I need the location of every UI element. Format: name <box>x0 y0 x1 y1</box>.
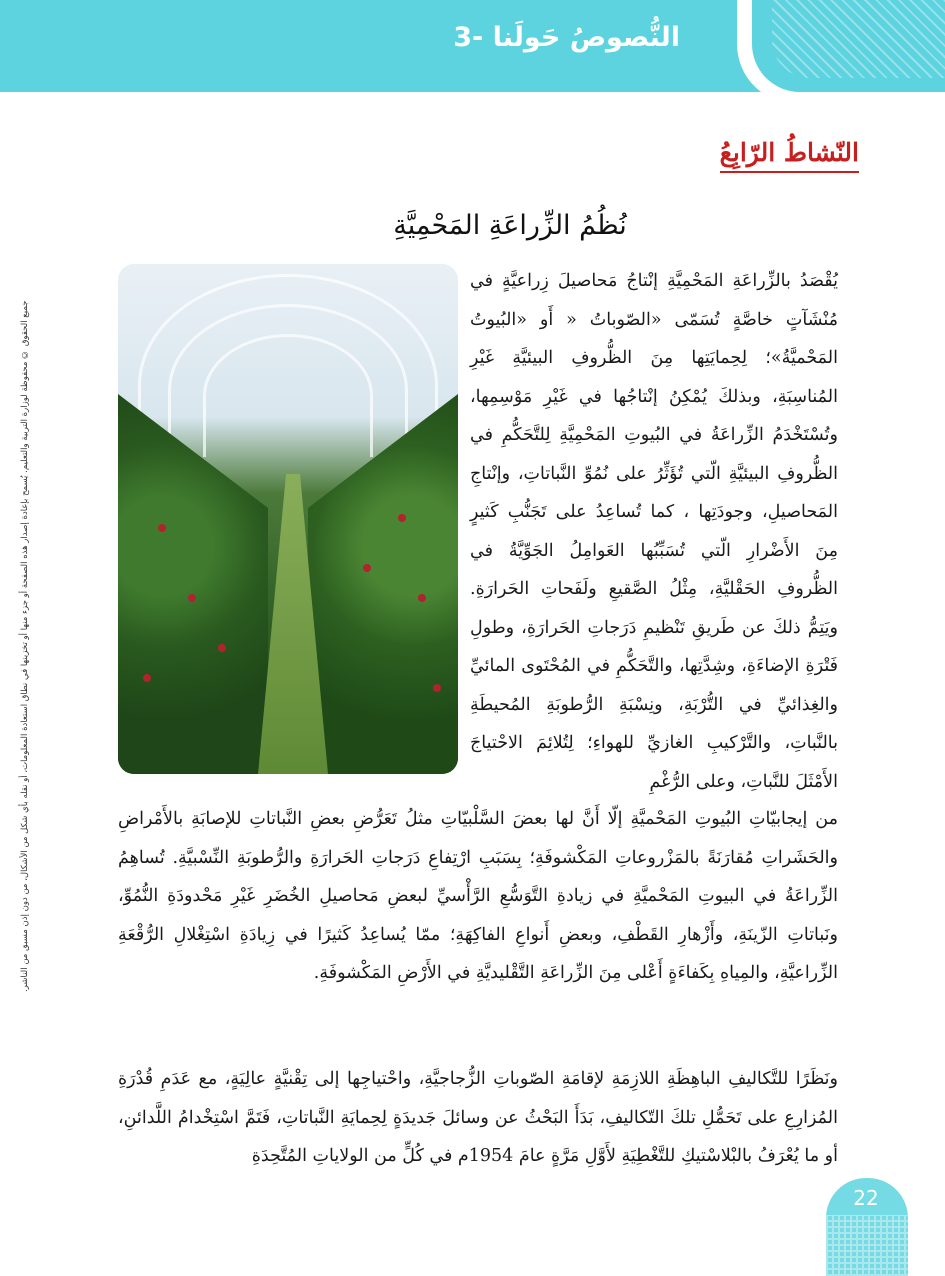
page-number: 22 <box>853 1186 879 1210</box>
copyright-note: جميع الحقوق © محفوظة لوزارة التربية والتعليم. يُسمح بإعادة إصدار هذه الصفحة أو جزء منها أو تخزينها في نطاق استعادة المعلومات، أو نقله بأي شكل من الأشكال، من دون إذن مسبق من الناشر. <box>20 300 30 992</box>
berry <box>363 564 371 572</box>
unit-title: النُّصوصُ حَولَنا -3 <box>453 22 680 53</box>
berry <box>188 594 196 602</box>
tunnel-rib <box>203 334 373 457</box>
berry <box>143 674 151 682</box>
berry <box>398 514 406 522</box>
berry <box>418 594 426 602</box>
history-paragraph: ونَظَرًا للتَّكاليفِ الباهِظَةِ اللازِمَةِ لإقامَةِ الصّوباتِ الزُّجاجيَّةِ، واحْتياجِها إلى تِقْنيَّةٍ عالِيَةٍ، مع عَدَمِ قُدْرَةِ المُزارِعِ على تَحَمُّلِ تلكَ التّكاليفِ، بَدَأَ البَحْثُ عن وسائلَ جَديدَةٍ لِحِمايَةِ النَّباتاتِ، فَتَمَّ اسْتِخْدامُ اللَّدائنِ، أو ما يُعْرَفُ بالبْلاسْتيكِ للتَّغْطِيَةِ لأَوَّلِ مَرَّةٍ عامَ 1954م في كُلٍّ من الولاياتِ المُتَّحِدَةِ <box>118 1069 838 1166</box>
intro-paragraph: يُقْصَدُ بالزِّراعَةِ المَحْمِيَّةِ إنْتاجُ مَحاصيلَ زِراعيَّةٍ في مُنْشَآتٍ خاصَّةٍ تُسَمّى «الصّوباتُ « أَو «البُيوتُ المَحْميَّةُ»؛ لِحِمايَتِها مِنَ الظُّروفِ البيئيَّةِ غَيْرِ المُناسِبَةِ، وبذلكَ يُمْكِنُ إنْتاجُها في غَيْرِ مَوْسِمِها، وتُسْتَخْدَمُ الزِّراعَةُ في البُيوتِ المَحْمِيَّةِ لِلتَّحَكُّمِ في الظُّروفِ البيئيَّةِ الّتي تُؤَثِّرُ على نُمُوِّ النَّباتاتِ، وإنْتاجِ المَحاصيلِ، وجودَتِها ، كما تُساعِدُ على تَجَنُّبِ كَثيرٍ مِنَ الأَضْرارِ الّتي تُسَبِّبُها العَوامِلُ الجَوِّيَّةُ في الظُّروفِ الحَقْليَّةِ، مِثْلُ الصَّقيعِ ولَفَحاتِ الحَرارَةِ. ويَتِمُّ ذلكَ عن طَريقِ تَنْظيمِ دَرَجاتِ الحَرارَةِ، وطولِ فَتْرَةِ الإضاءَةِ، وشِدَّتِها، والتَّحَكُّمِ في المُحْتَوى المائيِّ والغِذائيِّ في التُّرْبَةِ، ونِسْبَةِ الرُّطوبَةِ المُحيطَةِ بالنَّباتِ، والتَّرْكيبِ الغازيِّ للهواءِ؛ لِتُلائِمَ الاحْتياجَ الأَمْثَلَ للنَّباتِ، وعلى الرُّغْمِ <box>470 271 838 792</box>
greenhouse-photo <box>118 264 458 774</box>
continued-paragraph: من إيجابيّاتِ البُيوتِ المَحْميَّةِ إلّا أَنَّ لها بعضَ السَّلْبيّاتِ مثلُ تَعَرُّضِ بعضِ النَّباتاتِ للإصابَةِ بالأَمْراضِ والحَشَراتِ مُقارَنَةً بالمَزْروعاتِ المَكْشوفَةِ؛ بِسَبَبِ ارْتِفاعِ دَرَجاتِ الحَرارَةِ والرُّطوبَةِ النِّسْبيَّةِ. تُساهِمُ الزِّراعَةُ في البيوتِ المَحْميَّةِ في زيادةِ التَّوَسُّعِ الرَّأْسيِّ لبعضِ مَحاصيلِ الخُضَرِ غَيْرِ مَحْدودَةِ النُّمُوِّ، ونَباتاتِ الزّينَةِ، وأَزْهارِ القَطْفِ، وبعضِ أَنواعِ الفاكِهَةِ؛ ممّا يُساعِدُ كَثيرًا في زِيادَةِ اسْتِغْلالِ الرُّقْعَةِ الزِّراعيَّةِ، والمِياهِ بِكَفاءَةٍ أَعْلى مِنَ الزِّراعَةِ التَّقْليديَّةِ في الأَرْضِ المَكْشوفَةِ. <box>118 809 838 983</box>
berry <box>158 524 166 532</box>
berry <box>218 644 226 652</box>
berry <box>433 684 441 692</box>
activity-heading: النّشاطُ الرّابِعُ <box>720 138 859 173</box>
section-title: نُظُمُ الزِّراعَةِ المَحْمِيَّةِ <box>393 210 627 241</box>
corner-pattern <box>772 0 945 78</box>
